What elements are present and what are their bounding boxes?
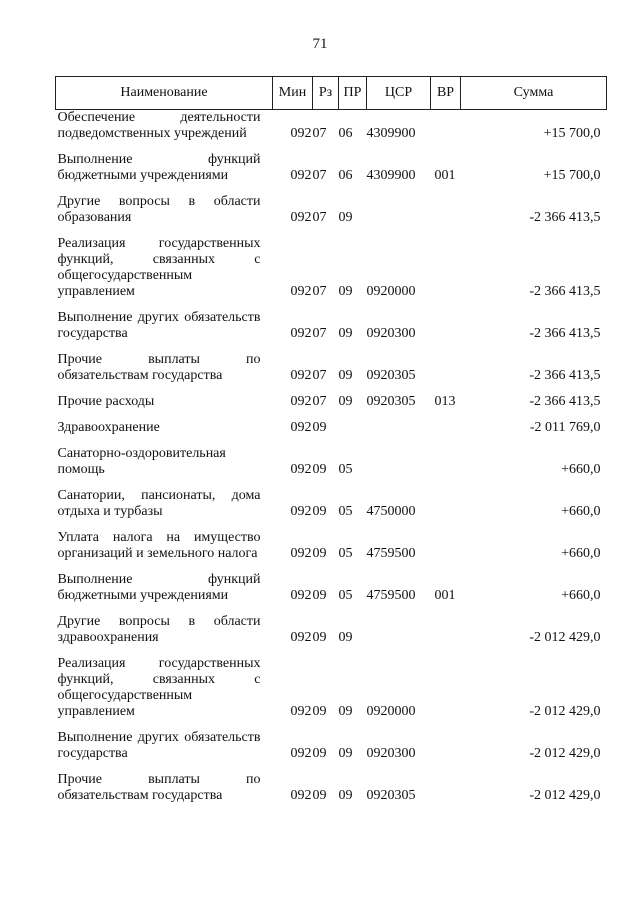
header-rz: Рз xyxy=(313,77,339,110)
cell-pr: 09 xyxy=(338,210,353,225)
cell-rz: 09 xyxy=(312,420,327,435)
header-csr: ЦСР xyxy=(367,77,431,110)
table-row xyxy=(56,384,607,410)
cell-csr: 4750000 xyxy=(366,504,416,519)
cell-vr xyxy=(431,478,461,520)
cell-csr: 0920300 xyxy=(366,746,416,761)
table-row xyxy=(56,300,607,342)
cell-name: Прочие расходы xyxy=(57,394,155,409)
table-row xyxy=(56,142,607,184)
cell-rz: 09 xyxy=(312,504,327,519)
table-header xyxy=(56,77,607,110)
cell-name: Реализация государственных функций, связанных с общегосударственным управлением xyxy=(57,236,261,299)
table-row xyxy=(56,478,607,520)
table-row xyxy=(56,520,607,562)
cell-min: 092 xyxy=(290,546,312,561)
cell-pr: 06 xyxy=(338,126,353,141)
header-min: Мин xyxy=(273,77,313,110)
cell-min: 092 xyxy=(290,126,312,141)
cell-csr xyxy=(367,604,431,646)
cell-rz: 07 xyxy=(312,368,327,383)
cell-vr xyxy=(431,604,461,646)
cell-sum: +660,0 xyxy=(561,462,601,477)
table-row xyxy=(56,410,607,436)
cell-sum: -2 012 429,0 xyxy=(529,630,601,645)
cell-rz: 07 xyxy=(312,126,327,141)
table-row xyxy=(56,110,607,143)
table-row xyxy=(56,604,607,646)
cell-csr: 4309900 xyxy=(366,168,416,183)
cell-pr: 09 xyxy=(338,788,353,803)
cell-csr: 0920305 xyxy=(366,368,416,383)
cell-min: 092 xyxy=(290,326,312,341)
cell-name: Санатории, пансионаты, дома отдыха и турбазы xyxy=(57,488,261,519)
cell-rz: 09 xyxy=(312,546,327,561)
cell-sum: +660,0 xyxy=(561,588,601,603)
cell-min: 092 xyxy=(290,746,312,761)
cell-vr xyxy=(431,520,461,562)
cell-sum: -2 366 413,5 xyxy=(529,210,601,225)
cell-name: Выполнение функций бюджетными учреждениями xyxy=(57,152,261,183)
table-body xyxy=(56,110,607,805)
cell-vr: 001 xyxy=(434,588,456,603)
cell-vr xyxy=(431,300,461,342)
cell-pr xyxy=(339,410,367,436)
cell-rz: 09 xyxy=(312,704,327,719)
cell-pr: 05 xyxy=(338,462,353,477)
cell-name: Выполнение функций бюджетными учреждениями xyxy=(57,572,261,603)
cell-vr xyxy=(431,226,461,300)
cell-sum: +660,0 xyxy=(561,546,601,561)
cell-rz: 07 xyxy=(312,168,327,183)
cell-sum: -2 366 413,5 xyxy=(529,368,601,383)
cell-name: Прочие выплаты по обязательствам государства xyxy=(57,352,261,383)
cell-name: Уплата налога на имущество организаций и земельного налога xyxy=(57,530,261,561)
cell-sum: -2 366 413,5 xyxy=(529,326,601,341)
cell-min: 092 xyxy=(290,704,312,719)
cell-rz: 07 xyxy=(312,326,327,341)
cell-sum: -2 012 429,0 xyxy=(529,704,601,719)
cell-name: Другие вопросы в области образования xyxy=(57,194,261,225)
cell-rz: 07 xyxy=(312,210,327,225)
cell-sum: -2 011 769,0 xyxy=(529,420,601,435)
cell-vr xyxy=(431,184,461,226)
cell-min: 092 xyxy=(290,588,312,603)
header-name: Наименование xyxy=(56,77,273,110)
cell-pr: 05 xyxy=(338,504,353,519)
table-row xyxy=(56,226,607,300)
header-sum: Сумма xyxy=(461,77,607,110)
table-row xyxy=(56,436,607,478)
cell-csr xyxy=(367,410,431,436)
cell-rz: 07 xyxy=(312,394,327,409)
cell-vr: 001 xyxy=(434,168,456,183)
cell-pr: 09 xyxy=(338,704,353,719)
table-row xyxy=(56,646,607,720)
cell-csr xyxy=(367,184,431,226)
table-row xyxy=(56,562,607,604)
cell-min: 092 xyxy=(290,420,312,435)
cell-sum: -2 012 429,0 xyxy=(529,788,601,803)
cell-name: Другие вопросы в области здравоохранения xyxy=(57,614,261,645)
cell-pr: 05 xyxy=(338,588,353,603)
cell-rz: 09 xyxy=(312,746,327,761)
cell-csr: 0920000 xyxy=(366,284,416,299)
cell-csr: 0920305 xyxy=(366,788,416,803)
cell-sum: -2 012 429,0 xyxy=(529,746,601,761)
table-row xyxy=(56,342,607,384)
cell-pr: 06 xyxy=(338,168,353,183)
cell-sum: +15 700,0 xyxy=(543,126,601,141)
header-row xyxy=(56,77,607,110)
cell-vr: 013 xyxy=(434,394,456,409)
cell-name: Реализация государственных функций, связанных с общегосударственным управлением xyxy=(57,656,261,719)
cell-rz: 09 xyxy=(312,462,327,477)
cell-rz: 09 xyxy=(312,630,327,645)
cell-min: 092 xyxy=(290,462,312,477)
cell-csr: 0920305 xyxy=(366,394,416,409)
cell-vr xyxy=(431,762,461,804)
cell-rz: 09 xyxy=(312,588,327,603)
cell-name: Выполнение других обязательств государства xyxy=(57,310,261,341)
cell-min: 092 xyxy=(290,394,312,409)
cell-sum: -2 366 413,5 xyxy=(529,284,601,299)
cell-min: 092 xyxy=(290,504,312,519)
cell-rz: 07 xyxy=(312,284,327,299)
cell-name: Обеспечение деятельности подведомственных учреждений xyxy=(57,110,261,141)
cell-pr: 09 xyxy=(338,630,353,645)
header-pr: ПР xyxy=(339,77,367,110)
header-vr: ВР xyxy=(431,77,461,110)
cell-csr: 0920300 xyxy=(366,326,416,341)
cell-vr xyxy=(431,646,461,720)
cell-pr: 05 xyxy=(338,546,353,561)
cell-min: 092 xyxy=(290,368,312,383)
cell-sum: -2 366 413,5 xyxy=(529,394,601,409)
cell-pr: 09 xyxy=(338,368,353,383)
cell-min: 092 xyxy=(290,284,312,299)
cell-csr: 4759500 xyxy=(366,588,416,603)
cell-csr: 4759500 xyxy=(366,546,416,561)
cell-pr: 09 xyxy=(338,326,353,341)
cell-vr xyxy=(431,342,461,384)
cell-sum: +15 700,0 xyxy=(543,168,601,183)
cell-sum: +660,0 xyxy=(561,504,601,519)
budget-table xyxy=(55,76,607,804)
cell-csr: 4309900 xyxy=(366,126,416,141)
cell-name: Прочие выплаты по обязательствам государства xyxy=(57,772,261,803)
cell-pr: 09 xyxy=(338,284,353,299)
cell-min: 092 xyxy=(290,788,312,803)
cell-vr xyxy=(431,410,461,436)
table-row xyxy=(56,184,607,226)
cell-pr: 09 xyxy=(338,746,353,761)
table-row xyxy=(56,720,607,762)
cell-name: Санаторно-оздоровительная помощь xyxy=(57,446,226,477)
cell-name: Здравоохранение xyxy=(57,420,160,435)
page-number: 71 xyxy=(312,36,328,52)
cell-csr xyxy=(367,436,431,478)
cell-name: Выполнение других обязательств государства xyxy=(57,730,261,761)
cell-rz: 09 xyxy=(312,788,327,803)
cell-min: 092 xyxy=(290,210,312,225)
cell-csr: 0920000 xyxy=(366,704,416,719)
cell-vr xyxy=(431,110,461,143)
cell-vr xyxy=(431,720,461,762)
cell-min: 092 xyxy=(290,630,312,645)
table-row xyxy=(56,762,607,804)
cell-min: 092 xyxy=(290,168,312,183)
cell-pr: 09 xyxy=(338,394,353,409)
cell-vr xyxy=(431,436,461,478)
